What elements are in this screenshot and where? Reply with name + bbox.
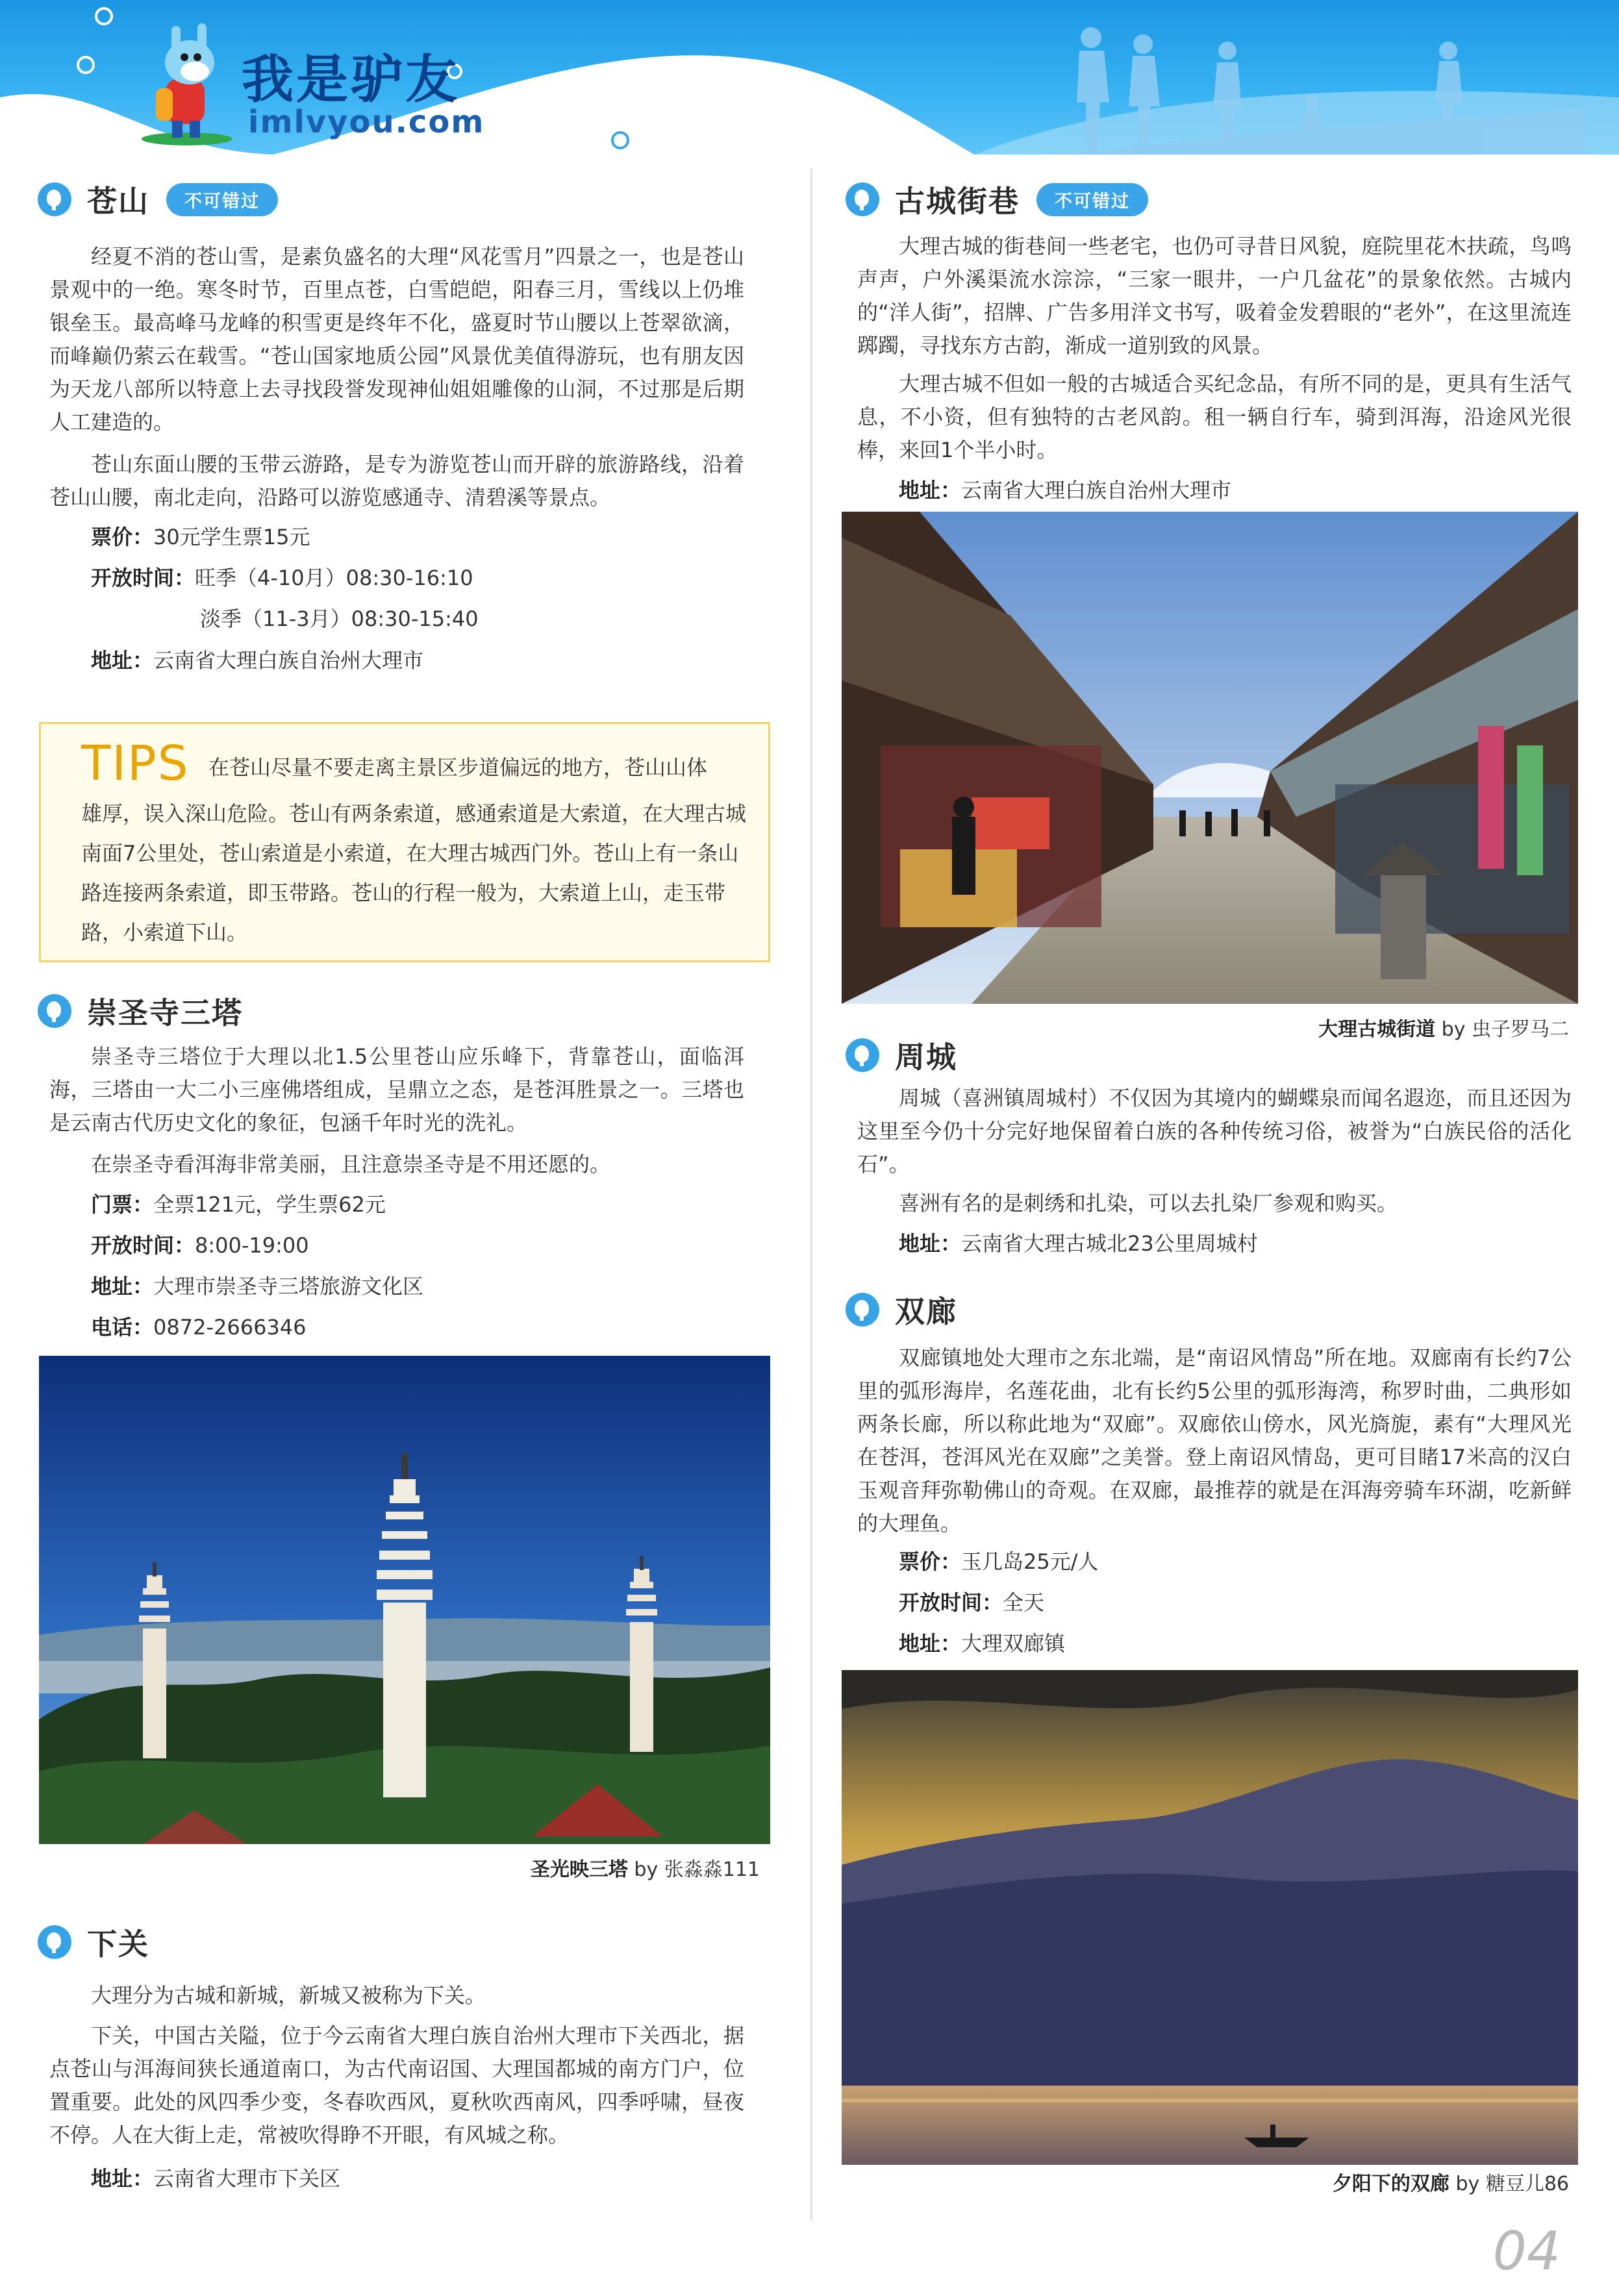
chongsheng-address: [91, 1270, 423, 1303]
chongsheng-phone: [91, 1311, 307, 1344]
balloon-icon: [38, 994, 71, 1028]
old-town-street-photo: [842, 512, 1578, 1004]
shuanglang-price: [899, 1545, 1099, 1578]
section-header-zhoucheng: [846, 1032, 957, 1078]
cangshan-price: [91, 521, 310, 554]
info-value: 30元学生票15元: [153, 525, 310, 549]
shuanglang-address: [899, 1627, 1065, 1660]
section-title: 古城街巷: [895, 184, 1020, 219]
section-title: 下关: [87, 1927, 149, 1962]
three-pagodas-caption: [39, 1853, 760, 1882]
header-banner: [0, 0, 1619, 155]
info-label: 开放时间：: [91, 566, 195, 590]
section-header-gucheng: [846, 177, 1148, 222]
must-see-badge: 不可错过: [1036, 183, 1148, 216]
info-value: 云南省大理白族自治州大理市: [961, 478, 1232, 503]
caption-author: by 糖豆儿86: [1455, 2173, 1569, 2195]
section-title: 苍山: [87, 184, 149, 219]
section-header-xiaguan: [38, 1919, 149, 1965]
info-value: 旺季（4-10月）08:30-16:10: [195, 566, 473, 590]
cangshan-hours-offseason: 淡季（11-3月）08:30-15:40: [200, 606, 479, 631]
caption-title: 大理古城街道: [1318, 1018, 1436, 1041]
info-value: 云南省大理古城北23公里周城村: [961, 1231, 1258, 1256]
info-label: 地址：: [899, 1631, 962, 1656]
column-divider: [810, 169, 812, 2221]
info-value: 全票121元，学生票62元: [153, 1192, 386, 1217]
page-number: 04: [1492, 2221, 1561, 2282]
balloon-icon: [846, 182, 879, 216]
info-value: 玉几岛25元/人: [961, 1549, 1099, 1574]
info-label: 开放时间：: [91, 1233, 195, 1258]
shuanglang-sunset-caption: [842, 2167, 1569, 2196]
info-label: 电话：: [91, 1315, 154, 1340]
chongsheng-paragraph-1: 崇圣寺三塔位于大理以北1.5公里苍山应乐峰下，背靠苍山，面临洱海，三塔由一大二小三座佛塔组成，呈鼎立之态，是苍洱胜景之一。三塔也是云南古代历史文化的象征，包涵千年时光的洗礼。: [49, 1044, 744, 1135]
xiaguan-paragraph-2: 下关，中国古关隘，位于今云南省大理白族自治州大理市下关西北，据点苍山与洱海间狭长通道南口，为古代南诏国、大理国都城的南方门户，位置重要。此处的风四季少变，冬春吹西风，夏秋吹西南风，四季呼啸，昼夜不停。人在大街上走，常被吹得睁不开眼，有风城之称。: [49, 2023, 744, 2147]
info-label: 地址：: [91, 1274, 154, 1299]
gucheng-paragraph-1: 大理古城的街巷间一些老宅，也仍可寻昔日风貌，庭院里花木扶疏，鸟鸣声声，户外溪渠流水淙淙，“三家一眼井，一户几盆花”的景象依然。古城内的“洋人街”，招牌、广告多用洋文书写，吸着金发碧眼的“老外”，在这里流连踯躅，寻找东方古韵，渐成一道别致的风景。: [857, 234, 1572, 358]
cangshan-address: [91, 644, 423, 677]
caption-title: 夕阳下的双廊: [1332, 2173, 1450, 2195]
info-value: 云南省大理市下关区: [153, 2166, 341, 2191]
balloon-icon: [846, 1038, 879, 1072]
xiaguan-paragraph-1: 大理分为古城和新城，新城又被称为下关。: [91, 1983, 486, 2008]
shuanglang-hours: [899, 1586, 1044, 1619]
info-label: 票价：: [899, 1549, 962, 1574]
tips-box: [39, 722, 770, 962]
zhoucheng-paragraph-1: 周城（喜洲镇周城村）不仅因为其境内的蝴蝶泉而闻名遐迩，而且还因为这里至今仍十分完好地保留着白族的各种传统习俗，被誉为“白族民俗的活化石”。: [857, 1086, 1572, 1177]
donkey-mascot-logo: [130, 17, 240, 147]
must-see-badge: 不可错过: [166, 183, 278, 216]
info-value: 全天: [1003, 1590, 1045, 1615]
info-label: 地址：: [91, 2166, 154, 2191]
info-value: 大理市崇圣寺三塔旅游文化区: [153, 1274, 424, 1299]
chongsheng-ticket: [91, 1188, 386, 1221]
shuanglang-paragraph-1: 双廊镇地处大理市之东北端，是“南诏风情岛”所在地。双廊南有长约7公里的弧形海岸，名莲花曲，北有长约5公里的弧形海湾，称罗时曲，二典形如两条长廊，所以称此地为“双廊”。双廊依山傍水，风光旖旎，素有“大理风光在苍洱，苍洱风光在双廊”之美誉。登上南诏风情岛，更可目睹17米高的汉白玉观音拜弥勒佛山的奇观。在双廊，最推荐的就是在洱海旁骑车环湖，吃新鲜的大理鱼。: [857, 1345, 1572, 1536]
zhoucheng-paragraph-2: 喜洲有名的是刺绣和扎染，可以去扎染厂参观和购买。: [899, 1191, 1398, 1216]
info-label: 门票：: [91, 1192, 154, 1217]
info-label: 开放时间：: [899, 1590, 1003, 1615]
section-header-cangshan: [38, 177, 278, 222]
gucheng-address: [899, 474, 1231, 507]
info-value: 8:00-19:00: [195, 1233, 309, 1258]
shuanglang-sunset-photo: [842, 1670, 1578, 2165]
cangshan-paragraph-1: 经夏不消的苍山雪，是素负盛名的大理“风花雪月”四景之一，也是苍山景观中的一绝。寒冬时节，百里点苍，白雪皑皑，阳春三月，雪线以上仍堆银垒玉。最高峰马龙峰的积雪更是终年不化，盛夏时节山腰以上苍翠欲滴，而峰巅仍萦云在载雪。“苍山国家地质公园”风景优美值得游玩，也有朋友因为天龙八部所以特意上去寻找段誉发现神仙姐姐雕像的山洞，不过那是后期人工建造的。: [49, 244, 744, 434]
tips-text: 雄厚，误入深山危险。苍山有两条索道，感通索道是大索道，在大理古城南面7公里处，苍山索道是小索道，在大理古城西门外。苍山上有一条山路连接两条索道，即玉带路。苍山的行程一般为，大索道上山，走玉带路，小索道下山。: [81, 801, 747, 945]
zhoucheng-address: [899, 1227, 1258, 1260]
section-title: 崇圣寺三塔: [87, 995, 243, 1030]
balloon-icon: [846, 1293, 879, 1327]
logo-text-en: imlvyou.com: [248, 104, 485, 140]
info-value: 云南省大理白族自治州大理市: [153, 648, 424, 673]
section-title: 周城: [895, 1040, 957, 1075]
tips-heading: TIPS: [81, 736, 190, 792]
section-header-chongsheng: [38, 988, 243, 1034]
info-label: 票价：: [91, 525, 154, 549]
caption-author: by 虫子罗马二: [1441, 1018, 1569, 1041]
balloon-icon: [38, 182, 71, 216]
chongsheng-hours: [91, 1229, 309, 1262]
tips-first-line: 在苍山尽量不要走离主景区步道偏远的地方，苍山山体: [208, 755, 708, 780]
logo-text-cn: 我是驴友: [242, 49, 460, 110]
cangshan-paragraph-2: 苍山东面山腰的玉带云游路，是专为游览苍山而开辟的旅游路线，沿着苍山山腰，南北走向，沿路可以游览感通寺、清碧溪等景点。: [49, 452, 744, 510]
caption-title: 圣光映三塔: [530, 1858, 628, 1881]
info-label: 地址：: [91, 648, 154, 673]
section-header-shuanglang: [846, 1287, 957, 1332]
info-label: 地址：: [899, 1231, 962, 1256]
xiaguan-address: [91, 2162, 340, 2195]
balloon-icon: [38, 1925, 71, 1959]
cangshan-hours: [91, 562, 473, 595]
caption-author: by 张淼淼111: [634, 1858, 760, 1881]
info-label: 地址：: [899, 478, 962, 503]
info-value: 0872-2666346: [153, 1315, 307, 1340]
hikers-silhouette: [1052, 12, 1585, 155]
chongsheng-paragraph-2: 在崇圣寺看洱海非常美丽，且注意崇圣寺是不用还愿的。: [91, 1152, 611, 1177]
gucheng-paragraph-2: 大理古城不但如一般的古城适合买纪念品，有所不同的是，更具有生活气息，不小资，但有独特的古老风韵。租一辆自行车，骑到洱海，沿途风光很棒，来回1个半小时。: [857, 371, 1572, 462]
section-title: 双廊: [895, 1294, 957, 1329]
three-pagodas-photo: [39, 1356, 770, 1844]
info-value: 大理双廊镇: [961, 1631, 1066, 1656]
